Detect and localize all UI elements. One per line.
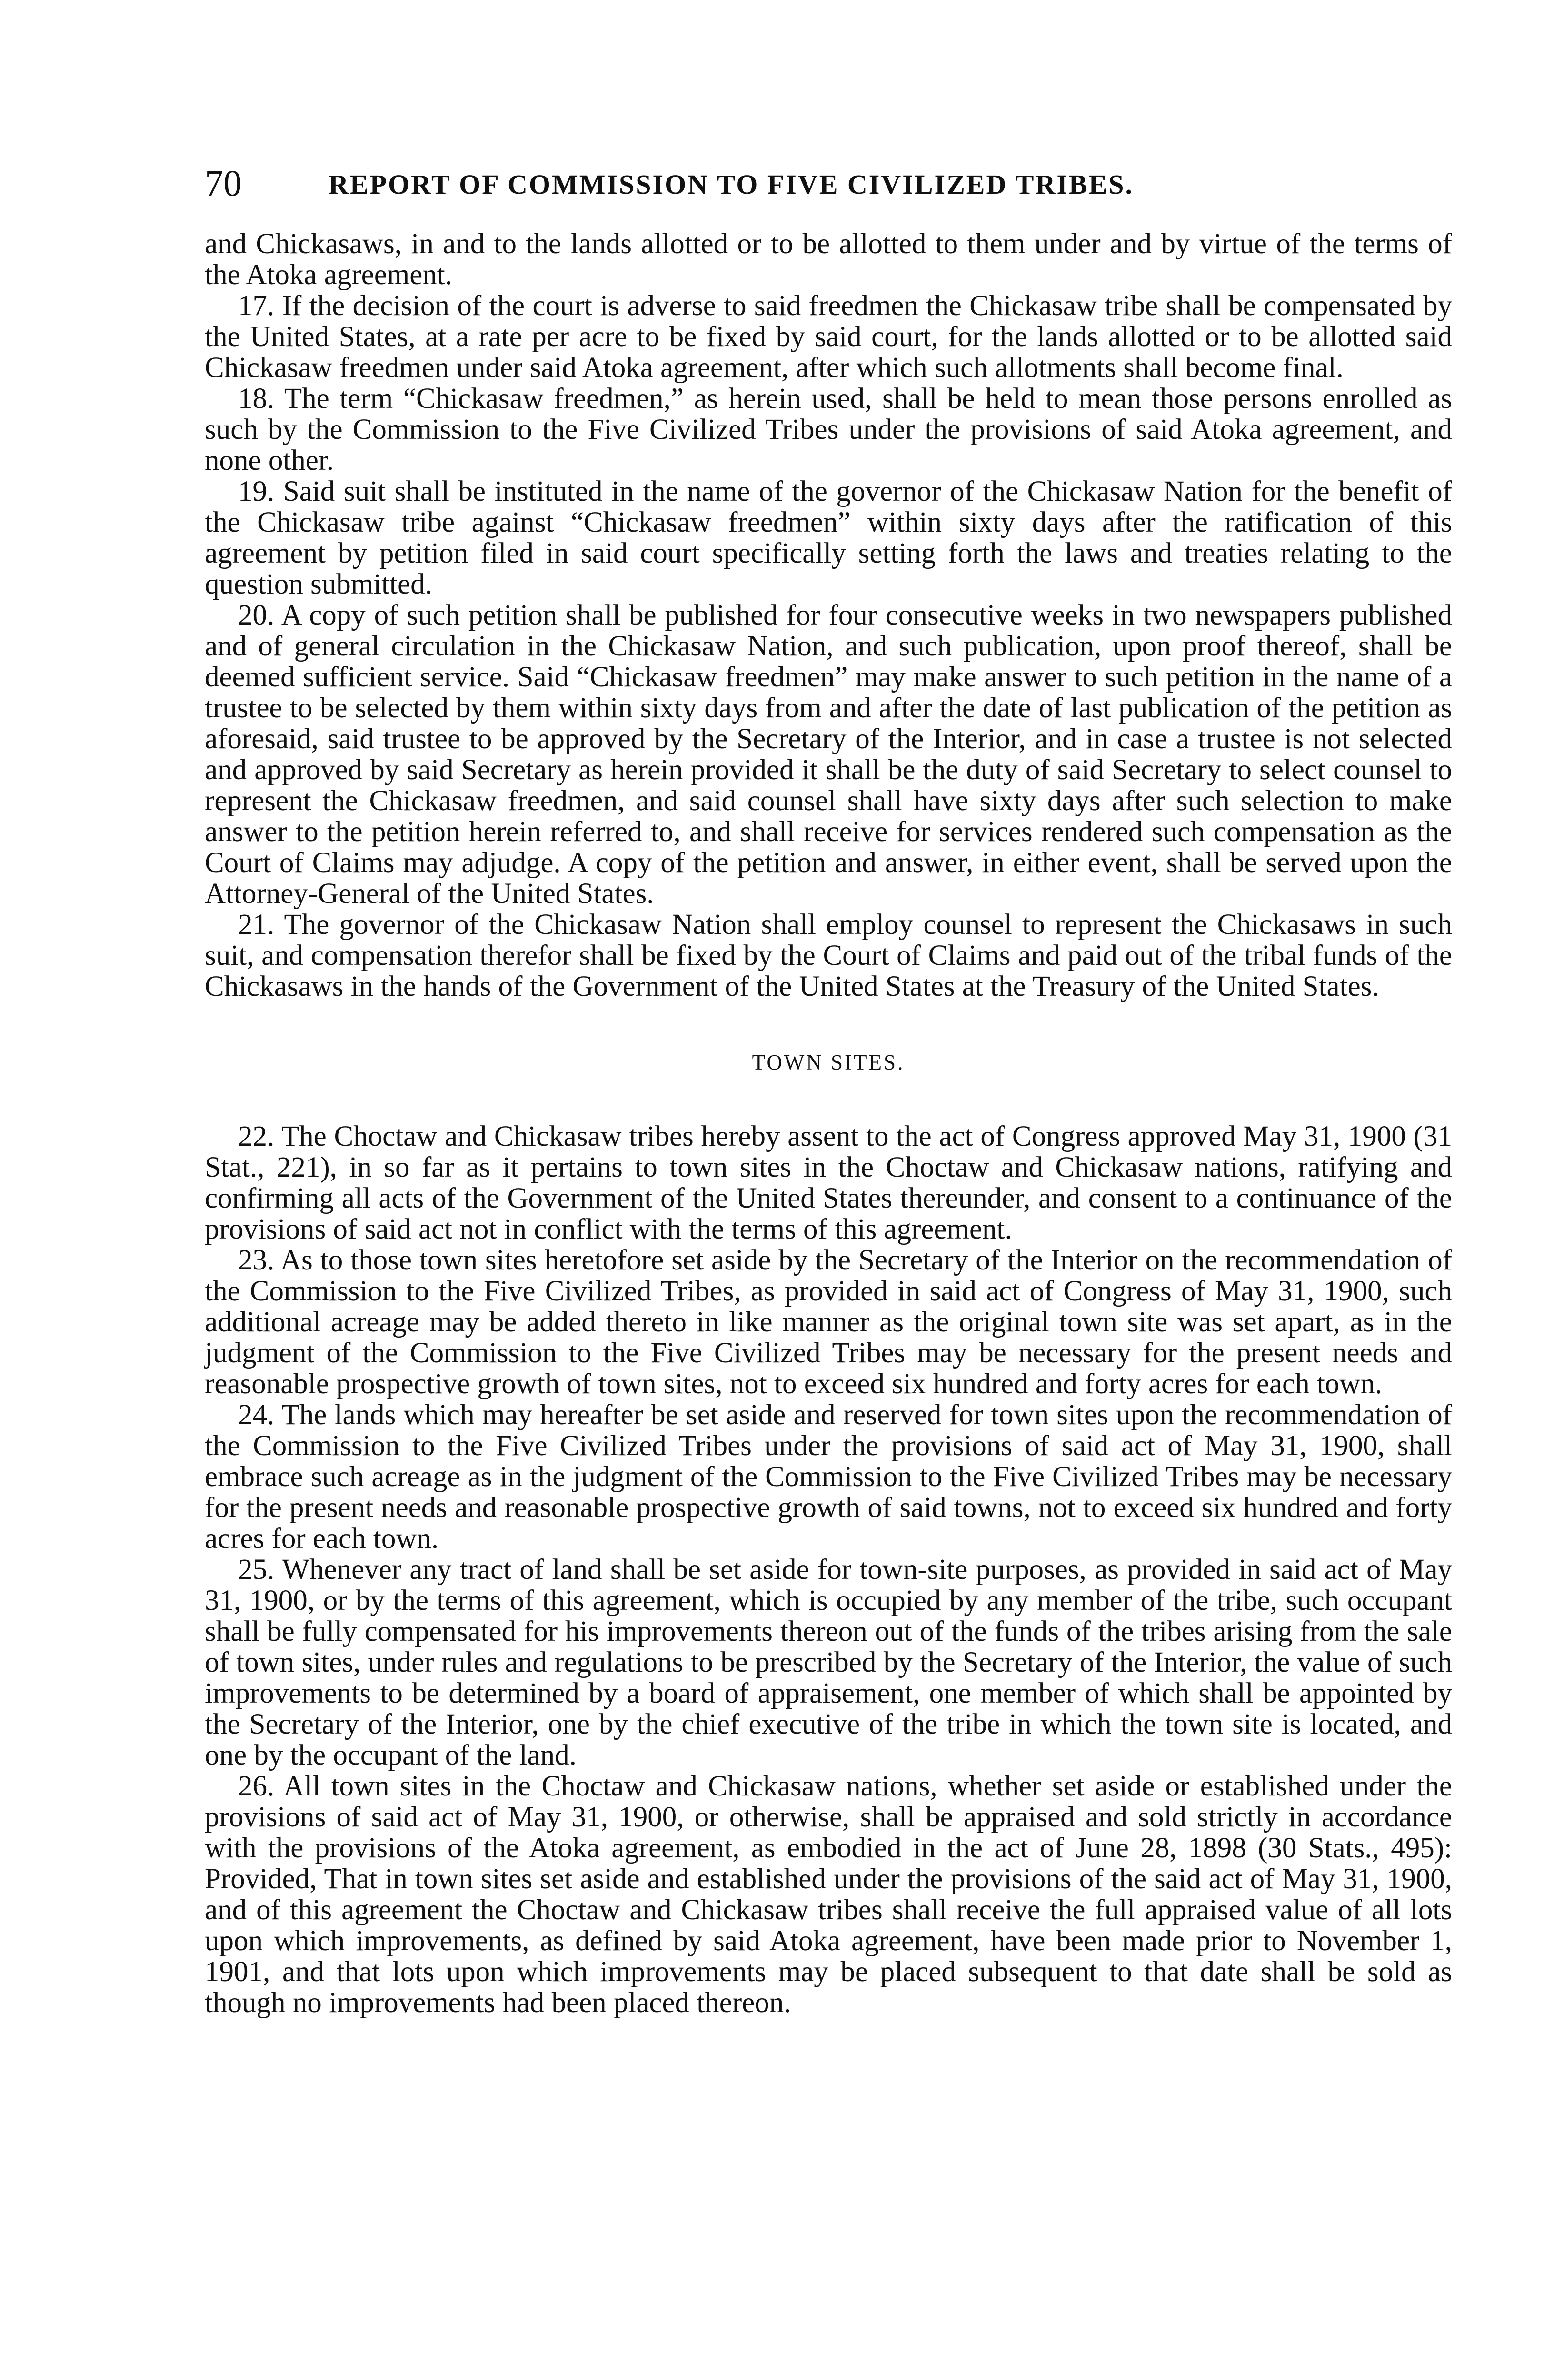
paragraph-17: 17. If the decision of the court is adverse to said freedmen the Chickasaw tribe shall be compensated by the United States, at a rate per acre to be fixed by said court, for the lands allotted or to be allotted said Chickasaw freedmen under said Atoka agreement, after which such allotments shall become final. bbox=[205, 290, 1452, 384]
paragraph-18: 18. The term “Chickasaw freedmen,” as herein used, shall be held to mean those persons enrolled as such by the Commission to the Five Civilized Tribes under the provisions of said Atoka agreement, and none other. bbox=[205, 383, 1452, 476]
paragraph-25: 25. Whenever any tract of land shall be set aside for town-site purposes, as provided in said act of May 31, 1900, or by the terms of this agreement, which is occupied by any member of the tribe, such occupant shall be fully compensated for his improvements thereon out of the funds of the tribes arising from the sale of town sites, under rules and regulations to be prescribed by the Secretary of the Interior, the value of such improvements to be determined by a board of appraisement, one member of which shall be appointed by the Secretary of the Interior, one by the chief executive of the tribe in which the town site is located, and one by the occupant of the land. bbox=[205, 1554, 1452, 1771]
paragraph-24: 24. The lands which may hereafter be set aside and reserved for town sites upon the recommendation of the Commission to the Five Civilized Tribes under the provisions of said act of May 31, 1900, shall embrace such acreage as in the judgment of the Commission to the Five Civilized Tribes may be necessary for the present needs and reasonable prospective growth of said towns, not to exceed six hundred and forty acres for each town. bbox=[205, 1399, 1452, 1555]
body-text bbox=[205, 228, 1452, 2018]
paragraph-19: 19. Said suit shall be instituted in the name of the governor of the Chickasaw Nation for the benefit of the Chickasaw tribe against “Chickasaw freedmen” within sixty days after the ratification of this agreement by petition filed in said court specifically setting forth the laws and treaties relating to the question submitted. bbox=[205, 476, 1452, 600]
running-head: REPORT OF COMMISSION TO FIVE CIVILIZED TRIBES. bbox=[329, 169, 1134, 200]
paragraph-26: 26. All town sites in the Choctaw and Chickasaw nations, whether set aside or established under the provisions of said act of May 31, 1900, or otherwise, shall be appraised and sold strictly in accordance with the provisions of the Atoka agreement, as embodied in the act of June 28, 1898 (30 Stats., 495): Provided, That in town sites set aside and established under the provisions of the said act of May 31, 1900, and of this agreement the Choctaw and Chickasaw tribes shall receive the full appraised value of all lots upon which improvements, as defined by said Atoka agreement, have been made prior to November 1, 1901, and that lots upon which improvements may be placed subsequent to that date shall be sold as though no improvements had been placed thereon. bbox=[205, 1770, 1452, 2019]
paragraph-22: 22. The Choctaw and Chickasaw tribes hereby assent to the act of Congress approved May 31, 1900 (31 Stat., 221), in so far as it pertains to town sites in the Choctaw and Chickasaw nations, ratifying and confirming all acts of the Government of the United States thereunder, and consent to a continuance of the provisions of said act not in conflict with the terms of this agreement. bbox=[205, 1121, 1452, 1245]
page-header bbox=[205, 157, 1376, 209]
paragraph-23: 23. As to those town sites heretofore set aside by the Secretary of the Interior on the recommendation of the Commission to the Five Civilized Tribes, as provided in said act of Congress of May 31, 1900, such additional acreage may be added thereto in like manner as the original town site was set apart, as in the judgment of the Commission to the Five Civilized Tribes may be necessary for the present needs and reasonable prospective growth of town sites, not to exceed six hundred and forty acres for each town. bbox=[205, 1244, 1452, 1400]
paragraph-20: 20. A copy of such petition shall be published for four consecutive weeks in two newspapers published and of general circulation in the Chickasaw Nation, and such publication, upon proof thereof, shall be deemed sufficient service. Said “Chickasaw freedmen” may make answer to such petition in the name of a trustee to be selected by them within sixty days from and after the date of last publication of the petition as aforesaid, said trustee to be approved by the Secretary of the Interior, and in case a trustee is not selected and approved by said Secretary as herein provided it shall be the duty of said Secretary to select counsel to represent the Chickasaw freedmen, and said counsel shall have sixty days after such selection to make answer to the petition herein referred to, and shall receive for services rendered such compensation as the Court of Claims may adjudge. A copy of the petition and answer, in either event, shall be served upon the Attorney-General of the United States. bbox=[205, 599, 1452, 910]
page-number: 70 bbox=[205, 162, 242, 204]
section-heading-town-sites: TOWN SITES. bbox=[752, 1051, 905, 1074]
paragraph-continued: and Chickasaws, in and to the lands allotted or to be allotted to them under and by virtue of the terms of the Atoka agreement. bbox=[205, 228, 1452, 291]
paragraph-21: 21. The governor of the Chickasaw Nation shall employ counsel to represent the Chickasaws in such suit, and compensation therefor shall be fixed by the Court of Claims and paid out of the tribal funds of the Chickasaws in the hands of the Government of the United States at the Treasury of the United States. bbox=[205, 909, 1452, 1002]
